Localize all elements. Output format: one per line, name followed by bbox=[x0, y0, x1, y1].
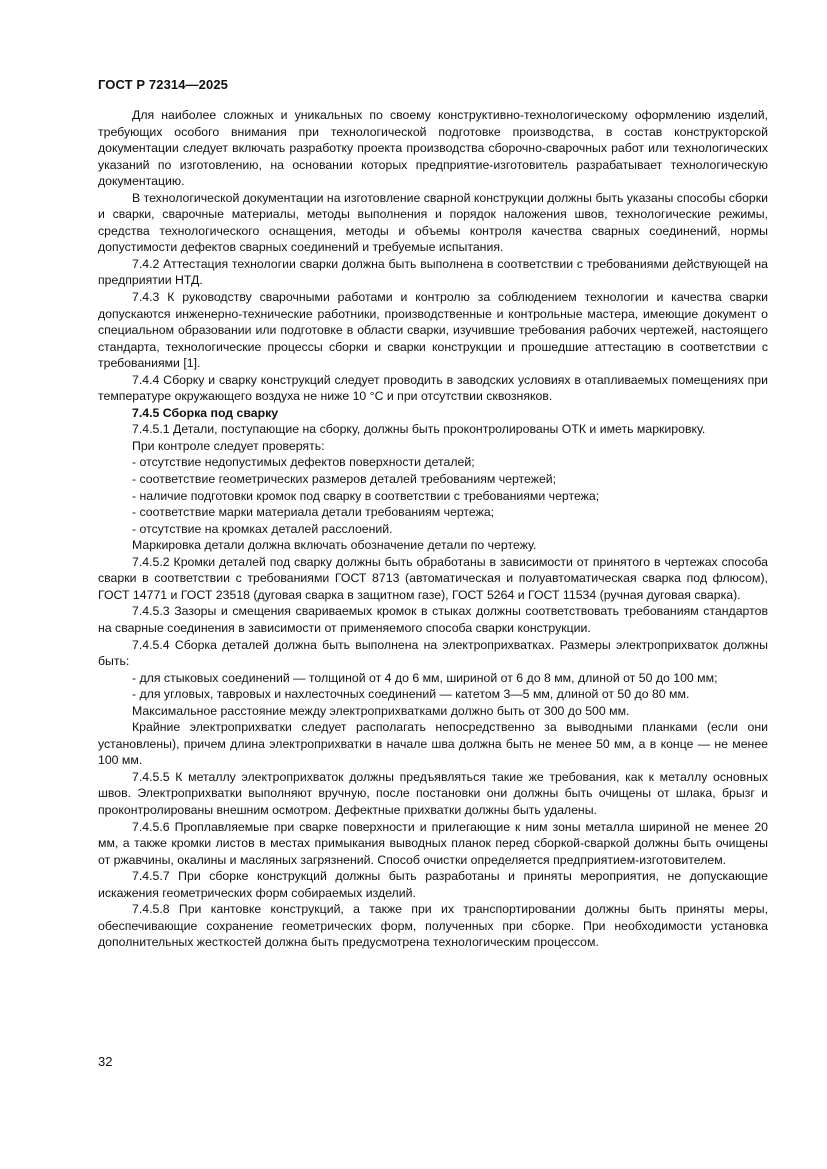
clause-7-4-5-6: 7.4.5.6 Проплавляемые при сварке поверхности и прилегающие к ним зоны металла шириной не менее 20 мм, а также кромки листов в местах примыкания выводных планок перед сборкой-сваркой должны быть очищены от ржавчины, окалины и масляных загрязнений. Способ очистки определяется предприятием-изготовителем. bbox=[98, 819, 768, 867]
check-item: - соответствие геометрических размеров деталей требованиям чертежей; bbox=[132, 472, 557, 487]
check-item: - наличие подготовки кромок под сварку в соответствии с требованиями чертежа; bbox=[132, 488, 600, 503]
page-number: 32 bbox=[98, 1054, 113, 1069]
document-body bbox=[98, 107, 768, 951]
paragraph-extreme-tacks: Крайние электроприхватки следует располагать непосредственно за выводными планками (если они установлены), причем длина электроприхватки в начале шва должна быть не менее 50 мм, а в конце — не менее 100 мм. bbox=[98, 720, 768, 768]
clause-7-4-5-4: 7.4.5.4 Сборка деталей должна быть выполнена на электроприхватках. Размеры электроприхваток должны быть: bbox=[98, 637, 768, 669]
paragraph-tech-docs: В технологической документации на изготовление сварной конструкции должны быть указаны способы сборки и сварки, сварочные материалы, методы выполнения и порядок наложения швов, технологические режимы, средства технологического оснащения, методы и объемы контроля качества сварных соединений, нормы допустимости дефектов сварных соединений и требуемые испытания. bbox=[98, 190, 768, 255]
clause-7-4-3: 7.4.3 К руководству сварочными работами и контролю за соблюдением технологии и качества сварки допускаются инженерно-технические работники, производственные и контрольные мастера, имеющие документ о специальном образовании или подготовке в области сварки, изучившие требования рабочих чертежей, настоящего стандарта, технологические процессы сборки и сварки конструкции и прошедшие аттестацию в соответствии с требованиями [1]. bbox=[98, 290, 768, 371]
document-header: ГОСТ Р 72314—2025 bbox=[98, 77, 228, 92]
clause-7-4-2: 7.4.2 Аттестация технологии сварки должна быть выполнена в соответствии с требованиями действующей на предприятии НТД. bbox=[98, 256, 768, 288]
tack-butt-joints: - для стыковых соединений — толщиной от 4 до 6 мм, шириной от 6 до 8 мм, длиной от 50 до 100 мм; bbox=[132, 670, 718, 685]
clause-7-4-5-5: 7.4.5.5 К металлу электроприхваток должны предъявляться такие же требования, как к металлу основных швов. Электроприхватки выполняют вручную, после постановки они должны быть очищены от шлака, брызг и проконтролированы внешним осмотром. Дефектные прихватки должны быть удалены. bbox=[98, 769, 768, 817]
check-item: - отсутствие недопустимых дефектов поверхности деталей; bbox=[132, 455, 475, 470]
clause-7-4-4: 7.4.4 Сборку и сварку конструкций следует проводить в заводских условиях в отапливаемых помещениях при температуре окружающего воздуха не ниже 10 °С и при отсутствии сквозняков. bbox=[98, 372, 768, 404]
check-item: - соответствие марки материала детали требованиям чертежа; bbox=[132, 505, 495, 520]
tack-angle-joints: - для угловых, тавровых и нахлесточных соединений — катетом 3—5 мм, длиной от 50 до 80 мм. bbox=[132, 687, 690, 702]
clause-7-4-5-7: 7.4.5.7 При сборке конструкций должны быть разработаны и приняты мероприятия, не допускающие искажения геометрических форм собираемых изделий. bbox=[98, 869, 768, 900]
clause-7-4-5-1: 7.4.5.1 Детали, поступающие на сборку, должны быть проконтролированы ОТК и иметь маркировку. bbox=[132, 422, 706, 437]
paragraph-marking: Маркировка детали должна включать обозначение детали по чертежу. bbox=[132, 538, 537, 553]
paragraph-project: Для наиболее сложных и уникальных по своему конструктивно-технологическому оформлению изделий, требующих особого внимания при технологической подготовке производства, в состав конструкторской документации следует включать разработку проекта производства сборочно-сварочных работ или технологических указаний по изготовлению, на основании которых предприятие-изготовитель разрабатывает технологическую документацию. bbox=[98, 108, 768, 189]
clause-7-4-5-3: 7.4.5.3 Зазоры и смещения свариваемых кромок в стыках должны соответствовать требованиям стандартов на сварные соединения в зависимости от применяемого способа сварки конструкции. bbox=[98, 604, 768, 635]
clause-7-4-5-2: 7.4.5.2 Кромки деталей под сварку должны быть обработаны в зависимости от принятого в чертежах способа сварки в соответствии с требованиями ГОСТ 8713 (автоматическая и полуавтоматическая сварка под флюсом), ГОСТ 14771 и ГОСТ 23518 (дуговая сварка в защитном газе), ГОСТ 5264 и ГОСТ 11534 (ручная дуговая сварка). bbox=[98, 554, 768, 602]
check-intro: При контроле следует проверять: bbox=[132, 438, 325, 453]
paragraph-max-distance: Максимальное расстояние между электроприхватками должно быть от 300 до 500 мм. bbox=[132, 703, 630, 718]
check-item: - отсутствие на кромках деталей расслоений. bbox=[132, 521, 393, 536]
section-heading-7-4-5: 7.4.5 Сборка под сварку bbox=[132, 405, 279, 420]
clause-7-4-5-8: 7.4.5.8 При кантовке конструкций, а также при их транспортировании должны быть приняты меры, обеспечивающие сохранение геометрических форм, полученных при сборке. При необходимости установка дополнительных жесткостей должна быть предусмотрена технологическим процессом. bbox=[98, 902, 768, 950]
